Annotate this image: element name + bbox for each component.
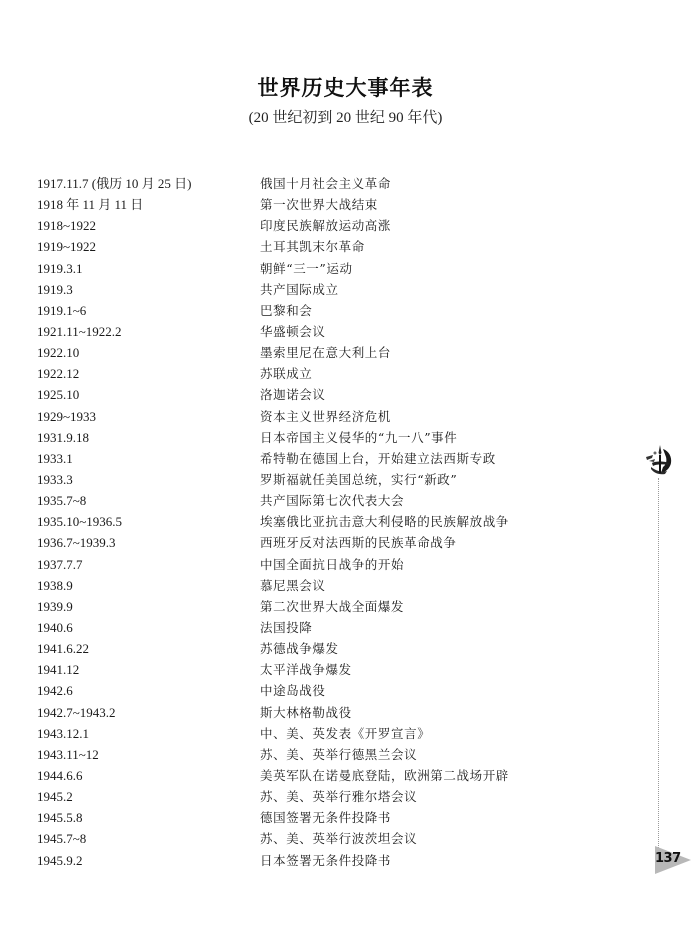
timeline-row <box>37 511 597 532</box>
timeline-row <box>37 363 597 384</box>
event-date: 1939.9 <box>37 598 73 614</box>
event-description: 慕尼黑会议 <box>260 577 326 593</box>
event-description: 苏德战争爆发 <box>260 641 339 657</box>
timeline-row <box>37 448 597 469</box>
timeline-row <box>37 702 597 723</box>
timeline-row <box>37 215 597 236</box>
event-date: 1919.3 <box>37 281 73 297</box>
event-date: 1945.7~8 <box>37 831 87 847</box>
event-description: 埃塞俄比亚抗击意大利侵略的民族解放战争 <box>260 514 509 530</box>
timeline-row <box>37 258 597 279</box>
event-description: 印度民族解放运动高涨 <box>260 218 392 234</box>
event-description: 西班牙反对法西斯的民族革命战争 <box>260 535 457 551</box>
event-description: 资本主义世界经济危机 <box>260 408 392 424</box>
event-description: 太平洋战争爆发 <box>260 662 352 678</box>
timeline-row <box>37 469 597 490</box>
event-description: 墨索里尼在意大利上台 <box>260 345 392 361</box>
event-description: 巴黎和会 <box>260 302 313 318</box>
event-description: 华盛顿会议 <box>260 323 326 339</box>
event-date: 1931.9.18 <box>37 429 89 445</box>
event-date: 1922.10 <box>37 345 80 361</box>
timeline-row <box>37 850 597 871</box>
event-date: 1937.7.7 <box>37 556 83 572</box>
event-date: 1943.12.1 <box>37 725 89 741</box>
timeline-row <box>37 596 597 617</box>
timeline-row <box>37 384 597 405</box>
timeline-row <box>37 173 597 194</box>
event-description: 德国签署无条件投降书 <box>260 810 392 826</box>
event-description: 日本签署无条件投降书 <box>260 852 392 868</box>
event-date: 1945.2 <box>37 789 73 805</box>
timeline-row <box>37 532 597 553</box>
event-date: 1933.1 <box>37 450 73 466</box>
event-date: 1918 年 11 月 11 日 <box>37 197 144 213</box>
timeline-row <box>37 744 597 765</box>
event-date: 1945.9.2 <box>37 852 83 868</box>
event-date: 1935.10~1936.5 <box>37 514 123 530</box>
event-date: 1922.12 <box>37 366 80 382</box>
timeline-row <box>37 723 597 744</box>
tree-emblem-icon <box>643 443 677 477</box>
timeline-row <box>37 617 597 638</box>
event-date: 1918~1922 <box>37 218 97 234</box>
timeline-row <box>37 575 597 596</box>
timeline-row <box>37 786 597 807</box>
event-date: 1933.3 <box>37 471 73 487</box>
event-description: 朝鲜“三一”运动 <box>260 260 353 276</box>
page-number: 137 <box>655 851 681 866</box>
timeline-row <box>37 828 597 849</box>
event-description: 斯大林格勒战役 <box>260 704 352 720</box>
event-description: 希特勒在德国上台，开始建立法西斯专政 <box>260 450 496 466</box>
event-description: 中国全面抗日战争的开始 <box>260 556 405 572</box>
timeline-row <box>37 765 597 786</box>
event-date: 1917.11.7 (俄历 10 月 25 日) <box>37 176 192 191</box>
event-description: 苏、美、英举行德黑兰会议 <box>260 746 418 762</box>
timeline-row <box>37 807 597 828</box>
event-description: 罗斯福就任美国总统，实行“新政” <box>260 471 458 487</box>
event-description: 俄国十月社会主义革命 <box>260 176 392 191</box>
event-date: 1919.3.1 <box>37 260 83 276</box>
event-description: 洛迦诺会议 <box>260 387 326 403</box>
event-date: 1938.9 <box>37 577 73 593</box>
event-description: 土耳其凯末尔革命 <box>260 239 365 255</box>
event-date: 1943.11~12 <box>37 746 99 762</box>
timeline-row <box>37 406 597 427</box>
timeline-table <box>37 173 597 871</box>
event-date: 1945.5.8 <box>37 810 83 826</box>
page-title: 世界历史大事年表 <box>257 76 434 100</box>
event-date: 1919~1922 <box>37 239 97 255</box>
event-date: 1942.7~1943.2 <box>37 704 116 720</box>
timeline-row <box>37 342 597 363</box>
timeline-row <box>37 680 597 701</box>
event-date: 1921.11~1922.2 <box>37 323 122 339</box>
timeline-row <box>37 300 597 321</box>
event-description: 共产国际第七次代表大会 <box>260 493 405 509</box>
timeline-row <box>37 321 597 342</box>
timeline-row <box>37 490 597 511</box>
event-description: 第二次世界大战全面爆发 <box>260 598 405 614</box>
event-date: 1940.6 <box>37 619 73 635</box>
timeline-row <box>37 638 597 659</box>
timeline-row <box>37 659 597 680</box>
event-description: 美英军队在诺曼底登陆，欧洲第二战场开辟 <box>260 767 509 783</box>
event-description: 法国投降 <box>260 619 313 635</box>
event-date: 1941.6.22 <box>37 641 89 657</box>
event-description: 苏、美、英举行波茨坦会议 <box>260 831 418 847</box>
event-date: 1935.7~8 <box>37 493 87 509</box>
event-date: 1944.6.6 <box>37 767 83 783</box>
event-description: 第一次世界大战结束 <box>260 197 378 213</box>
event-date: 1929~1933 <box>37 408 97 424</box>
event-description: 共产国际成立 <box>260 281 339 297</box>
event-date: 1925.10 <box>37 387 80 403</box>
page-subtitle: (20 世纪初到 20 世纪 90 年代) <box>248 110 443 126</box>
event-date: 1942.6 <box>37 683 73 699</box>
timeline-row <box>37 236 597 257</box>
event-description: 中途岛战役 <box>260 683 326 699</box>
event-date: 1936.7~1939.3 <box>37 535 116 551</box>
margin-divider <box>658 478 659 848</box>
event-date: 1919.1~6 <box>37 302 87 318</box>
event-description: 苏联成立 <box>260 366 313 382</box>
event-description: 苏、美、英举行雅尔塔会议 <box>260 789 418 805</box>
timeline-row <box>37 279 597 300</box>
event-description: 中、美、英发表《开罗宣言》 <box>260 725 431 741</box>
timeline-row <box>37 427 597 448</box>
event-description: 日本帝国主义侵华的“九一八”事件 <box>260 429 458 445</box>
event-date: 1941.12 <box>37 662 80 678</box>
page-number-badge <box>655 846 691 874</box>
timeline-row <box>37 554 597 575</box>
timeline-row <box>37 194 597 215</box>
